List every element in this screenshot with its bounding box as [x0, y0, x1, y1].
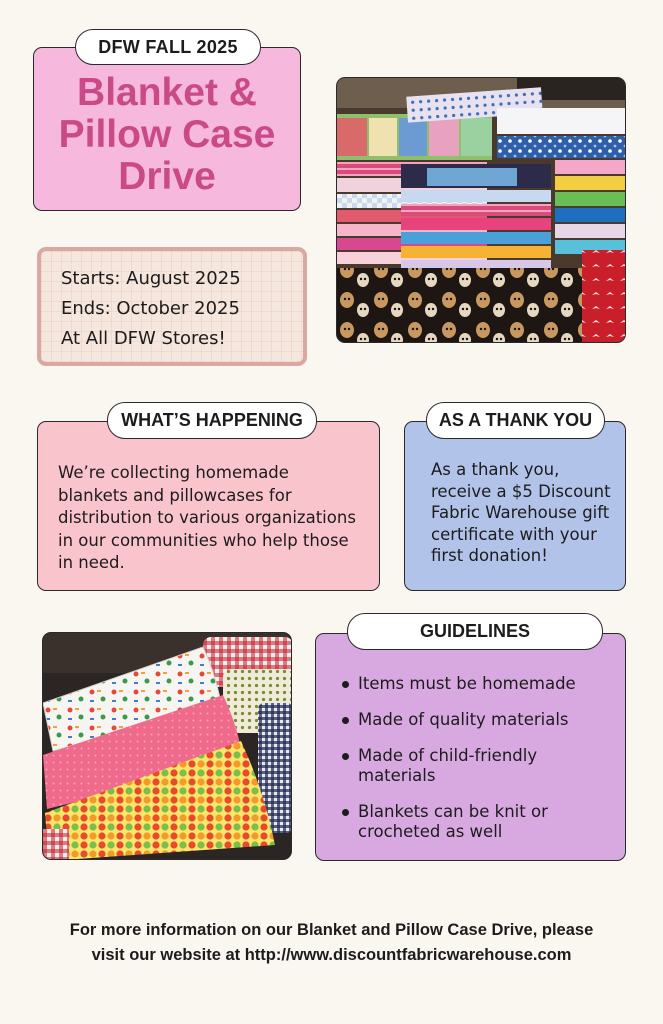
- title-line-1: Blanket &: [77, 71, 257, 114]
- fabric-stack-photo: [336, 77, 626, 343]
- guidelines-list: [338, 674, 615, 842]
- location-text: At All DFW Stores!: [61, 328, 226, 349]
- bullet-icon: [342, 717, 349, 724]
- season-tag: DFW FALL 2025: [75, 29, 261, 65]
- pillowcases-photo: [42, 632, 292, 860]
- dates-card: [37, 247, 307, 366]
- thank-you-text: As a thank you, receive a $5 Discount Fabric Warehouse gift certificate with your first donation!: [431, 460, 611, 565]
- whats-happening-text: We’re collecting homemade blankets and pillowcases for distribution to various organizations in our communities who help those in need.: [58, 463, 356, 572]
- start-date: Starts: August 2025: [61, 268, 241, 289]
- list-item: Made of child-friendly materials: [338, 746, 568, 786]
- thank-you-heading: AS A THANK YOU: [426, 402, 605, 439]
- bullet-icon: [342, 809, 349, 816]
- list-item: Made of quality materials: [338, 710, 615, 730]
- footer-line-1: For more information on our Blanket and Pillow Case Drive, please: [69, 921, 594, 939]
- bullet-icon: [342, 753, 349, 760]
- guidelines-heading: GUIDELINES: [347, 613, 603, 650]
- bullet-icon: [342, 681, 349, 688]
- end-date: Ends: October 2025: [61, 298, 240, 319]
- guidelines-card: [315, 633, 626, 861]
- title-line-2: Pillow Case: [58, 113, 276, 156]
- whats-happening-heading: WHAT’S HAPPENING: [107, 402, 317, 439]
- list-item: Blankets can be knit or crocheted as well: [338, 802, 568, 842]
- page-title: [33, 72, 301, 198]
- title-line-3: Drive: [118, 155, 216, 198]
- footer-line-2: visit our website at http://www.discountfabricwarehouse.com: [91, 946, 572, 964]
- footer-info: [40, 918, 623, 968]
- thank-you-card: [404, 421, 626, 591]
- whats-happening-card: [37, 421, 380, 591]
- list-item: Items must be homemade: [338, 674, 615, 694]
